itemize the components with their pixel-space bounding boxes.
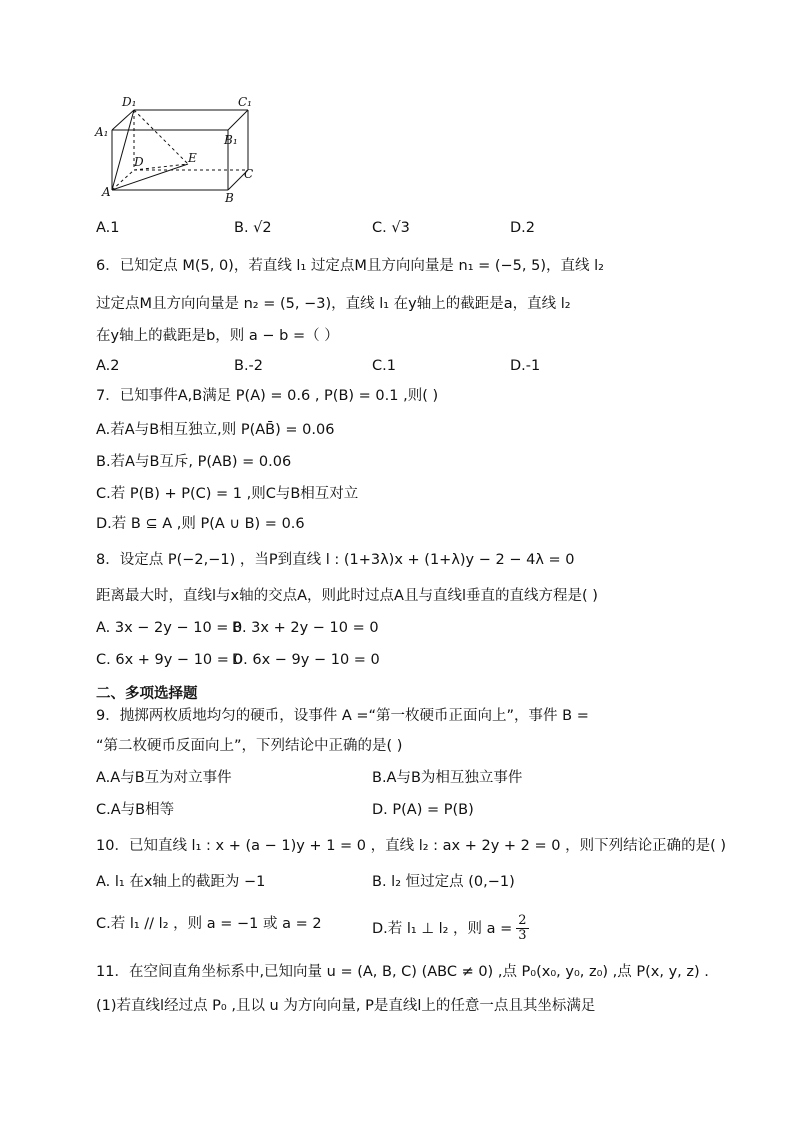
q8-stem-line2: 距离最大时，直线l与x轴的交点A，则此时过点A且与直线l垂直的直线方程是( ) — [96, 588, 598, 604]
q10-stem: 10．已知直线 l₁ : x + (a − 1)y + 1 = 0 ，直线 l₂ : ax + 2y + 2 = 0 ，则下列结论正确的是( ) — [96, 838, 727, 854]
q10-option-d-text: D.若 l₁ ⊥ l₂ ，则 a = — [372, 920, 513, 937]
q5-option-b: B. √2 — [234, 220, 272, 236]
q9-option-b: B.A与B为相互独立事件 — [372, 770, 523, 786]
q6-stem-line2: 过定点M且方向向量是 n₂ = (5, −3)，直线 l₁ 在y轴上的截距是a，直线 l₂ — [96, 296, 571, 312]
q5-option-d: D.2 — [510, 220, 535, 236]
edge-b1-c1 — [228, 110, 248, 130]
q10-option-b: B. l₂ 恒过定点 (0,−1) — [372, 874, 515, 890]
q10-fraction — [516, 914, 528, 943]
segment-a-d1 — [112, 110, 134, 190]
q11-stem-line1: 11．在空间直角坐标系中,已知向量 u = (A, B, C) (ABC ≠ 0) ,点 P₀(x₀, y₀, z₀) ,点 P(x, y, z) . — [96, 964, 709, 980]
q8-option-a: A. 3x − 2y − 10 = 0 — [96, 620, 243, 636]
q6-option-d: D.-1 — [510, 358, 541, 374]
label-a: A — [102, 185, 111, 199]
fraction-denominator: 3 — [518, 928, 527, 943]
q8-stem: 8．设定点 P(−2,−1) ，当P到直线 l : (1+3λ)x + (1+λ)y − 2 − 4λ = 0 — [96, 552, 575, 568]
q9-option-c: C.A与B相等 — [96, 802, 175, 818]
q5-option-c: C. √3 — [372, 220, 410, 236]
q7-option-c: C.若 P(B) + P(C) = 1 ,则C与B相互对立 — [96, 486, 359, 502]
label-d1: D₁ — [122, 95, 137, 109]
q6-option-c: C.1 — [372, 358, 396, 374]
q9-stem-line2: “第二枚硬币反面向上”，下列结论中正确的是( ) — [96, 738, 403, 754]
q8-option-d: D. 6x − 9y − 10 = 0 — [232, 652, 380, 668]
segment-a-e — [112, 164, 188, 190]
q5-option-a: A.1 — [96, 220, 120, 236]
q7-option-b: B.若A与B互斥, P(AB) = 0.06 — [96, 454, 292, 470]
hidden-edge-a-d — [112, 170, 134, 190]
label-b1: B₁ — [224, 133, 238, 147]
q7-option-d: D.若 B ⊆ A ,则 P(A ∪ B) = 0.6 — [96, 516, 305, 532]
label-c1: C₁ — [238, 95, 252, 109]
q9-option-d: D. P(A) = P(B) — [372, 802, 474, 818]
q6-option-a: A.2 — [96, 358, 120, 374]
q7-stem: 7．已知事件A,B满足 P(A) = 0.6 , P(B) = 0.1 ,则( ) — [96, 388, 439, 404]
q9-option-a: A.A与B互为对立事件 — [96, 770, 232, 786]
q10-option-d — [372, 914, 529, 943]
q10-option-a: A. l₁ 在x轴上的截距为 −1 — [96, 874, 266, 890]
q6-stem-line1: 6．已知定点 M(5, 0)，若直线 l₁ 过定点M且方向向量是 n₁ = (−5, 5)，直线 l₂ — [96, 258, 604, 274]
q6-option-b: B.-2 — [234, 358, 264, 374]
q8-option-c: C. 6x + 9y − 10 = 0 — [96, 652, 243, 668]
label-b: B — [225, 191, 234, 205]
edge-d1-a1 — [112, 110, 134, 130]
prism-figure — [92, 92, 272, 210]
q8-option-b: B. 3x + 2y − 10 = 0 — [232, 620, 379, 636]
q10-option-c: C.若 l₁ // l₂ ，则 a = −1 或 a = 2 — [96, 916, 322, 932]
label-a1: A₁ — [95, 125, 109, 139]
q7-option-a: A.若A与B相互独立,则 P(AB̄) = 0.06 — [96, 422, 335, 438]
section-heading: 二、多项选择题 — [96, 686, 198, 702]
label-c: C — [244, 167, 254, 181]
label-d: D — [134, 155, 144, 169]
label-e: E — [188, 151, 197, 165]
q9-stem-line1: 9．抛掷两枚质地均匀的硬币，设事件 A =“第一枚硬币正面向上”，事件 B = — [96, 708, 589, 724]
q11-stem-line2: (1)若直线l经过点 P₀ ,且以 u 为方向向量, P是直线l上的任意一点且其坐标满足 — [96, 998, 596, 1014]
q6-stem-line3: 在y轴上的截距是b，则 a − b =（ ） — [96, 328, 339, 344]
fraction-numerator: 2 — [518, 913, 527, 928]
